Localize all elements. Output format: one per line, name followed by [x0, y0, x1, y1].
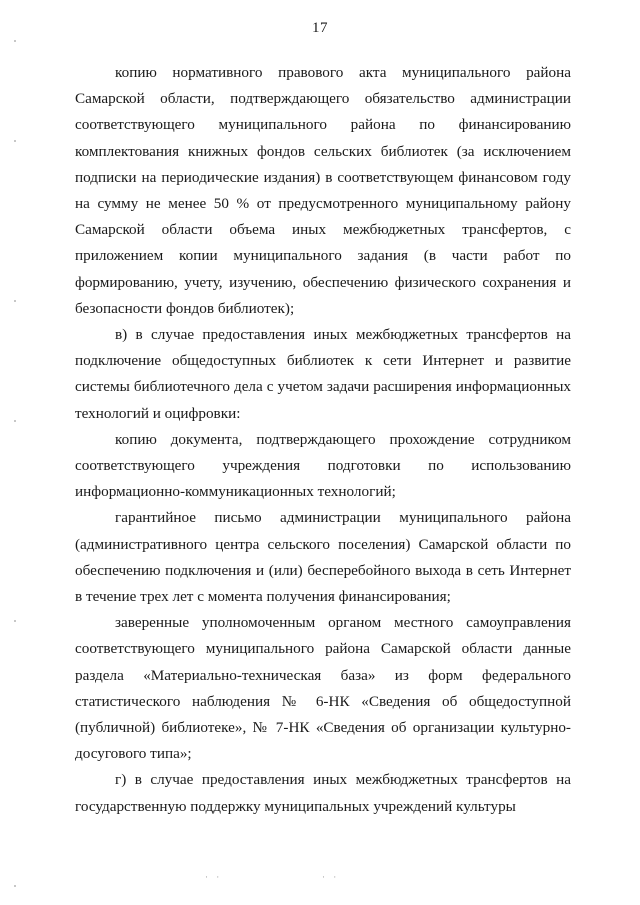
page-number: 17: [312, 20, 328, 36]
scan-dots: · · · ·: [205, 872, 340, 882]
scan-speck: [14, 300, 16, 302]
paragraph-certified-data: заверенные уполномоченным органом местного самоуправления соответствующего муниципального района Самарской области данные раздела «Материально-техническая база» из форм федерального статистического наблюдения № 6-НК «Сведения об общедоступной (публичной) библиотеке», № 7-НК «Сведения об организации культурно-досугового типа»;: [75, 614, 571, 763]
scan-speck: [14, 140, 16, 142]
document-body: [75, 60, 571, 820]
paragraph-guarantee-letter: гарантийное письмо администрации муниципального района (административного центра сельского поселения) Самарской области по обеспечению подключения и (или) бесперебойного выхода в сеть Интернет в течение трех лет с момента получения финансирования;: [75, 509, 571, 606]
scan-speck: [14, 420, 16, 422]
scan-speck: [14, 620, 16, 622]
paragraph-item-v: в) в случае предоставления иных межбюджетных трансфертов на подключение общедоступных библиотек к сети Интернет и развитие системы библиотечного дела с учетом задачи расширения информационных технологий и оцифровки:: [75, 326, 571, 422]
paragraph-training-copy: копию документа, подтверждающего прохождение сотрудником соответствующего учреждения подготовки по использованию информационно-коммуникационных технологий;: [75, 430, 571, 501]
paragraph-library-funding-copy: копию нормативного правового акта муниципального района Самарской области, подтверждающего обязательство администрации соответствующего муниципального района по финансированию комплектования книжных фондов сельских библиотек (за исключением подписки на периодические издания) в соответствующем финансовом году на сумму не менее 50 % от предусмотренного муниципальному району Самарской области объема иных межбюджетных трансфертов, с приложением копии муниципального задания (в части работ по формированию, учету, изучению, обеспечению физического сохранения и безопасности фондов библиотек);: [75, 64, 571, 317]
scan-speck: [14, 885, 16, 887]
paragraph-item-g: г) в случае предоставления иных межбюджетных трансфертов на государственную поддержку муниципальных учреждений культуры: [75, 771, 571, 815]
scan-speck: [14, 40, 16, 42]
